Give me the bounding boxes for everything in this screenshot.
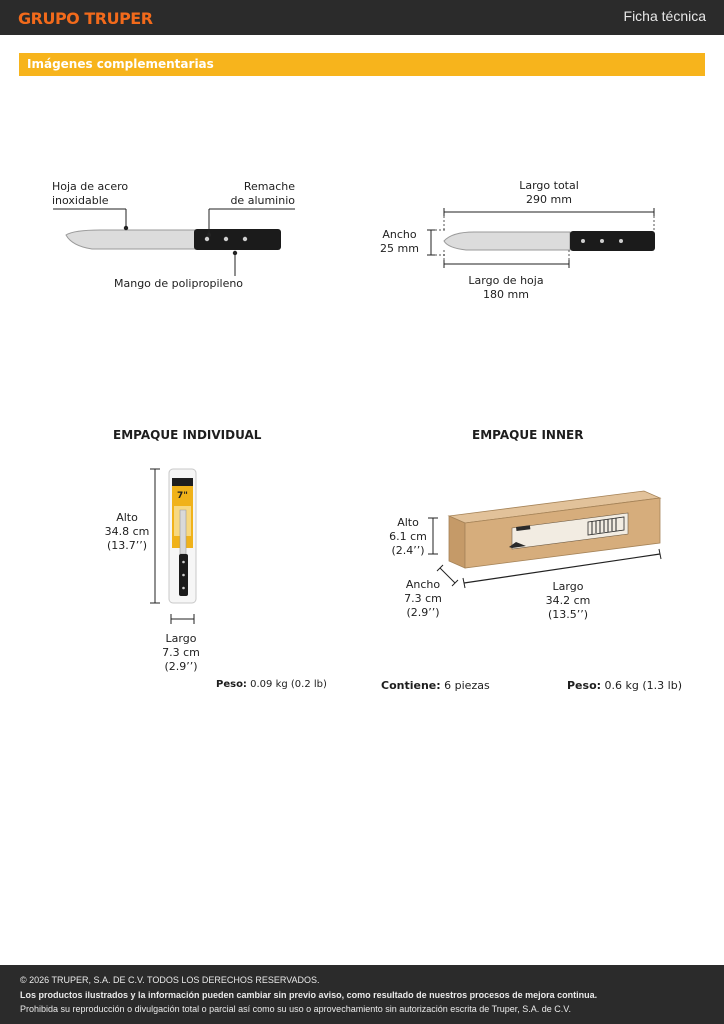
footer-notice: Los productos ilustrados y la información pueden cambiar sin previo aviso, como resultado de nuestros procesos de mejora continua. (20, 990, 598, 1000)
inner-package-illustration (428, 491, 661, 588)
doc-type-label: Ficha técnica (623, 8, 706, 24)
weight-value: 0.09 kg (0.2 lb) (250, 679, 327, 690)
handle-material-label: Mango de polipropileno (114, 277, 244, 290)
individual-package-illustration (150, 469, 196, 624)
footer-copyright: © 2026 TRUPER, S.A. DE C.V. TODOS LOS DERECHOS RESERVADOS. (20, 975, 320, 985)
rivet-material-label: Remache de aluminio (230, 180, 295, 207)
inner-pack-height: Alto 6.1 cm (2.4’’) (389, 516, 427, 557)
knife-width-label: Ancho 25 mm (380, 228, 419, 255)
weight-value: 0.6 kg (1.3 lb) (604, 679, 682, 692)
contents-value: 6 piezas (444, 679, 490, 692)
inner-pack-contents (381, 679, 490, 693)
section-title: Imágenes complementarias (27, 57, 214, 71)
inner-pack-width: Ancho 7.3 cm (2.9’’) (404, 578, 442, 619)
individual-pack-length: Largo 7.3 cm (2.9’’) (162, 632, 200, 673)
inner-pack-weight (567, 679, 682, 693)
knife-dimensions-illustration (427, 208, 655, 268)
page-footer (0, 965, 724, 1024)
individual-pack-height: Alto 34.8 cm (13.7’’) (104, 511, 150, 552)
weight-key: Peso: (567, 679, 602, 692)
total-length-label: Largo total 290 mm (519, 179, 579, 206)
individual-pack-weight (216, 678, 327, 692)
blade-length-label: Largo de hoja 180 mm (468, 274, 544, 301)
inner-pack-length: Largo 34.2 cm (13.5’’) (545, 580, 591, 621)
inner-pack-title: EMPAQUE INNER (472, 428, 584, 442)
svg-text:7": 7" (177, 491, 188, 501)
footer-prohibition: Prohibida su reproducción o divulgación total o parcial así como su uso o aprovechamiento sin autorización escrita de Truper, S.A. de C.V. (20, 1004, 571, 1014)
weight-key: Peso: (216, 679, 247, 690)
contents-key: Contiene: (381, 679, 441, 692)
blade-material-label: Hoja de acero inoxidable (52, 180, 129, 207)
individual-pack-title: EMPAQUE INDIVIDUAL (113, 428, 262, 442)
knife-parts-illustration (53, 209, 295, 276)
brand-logo: GRUPO TRUPER (18, 9, 153, 28)
